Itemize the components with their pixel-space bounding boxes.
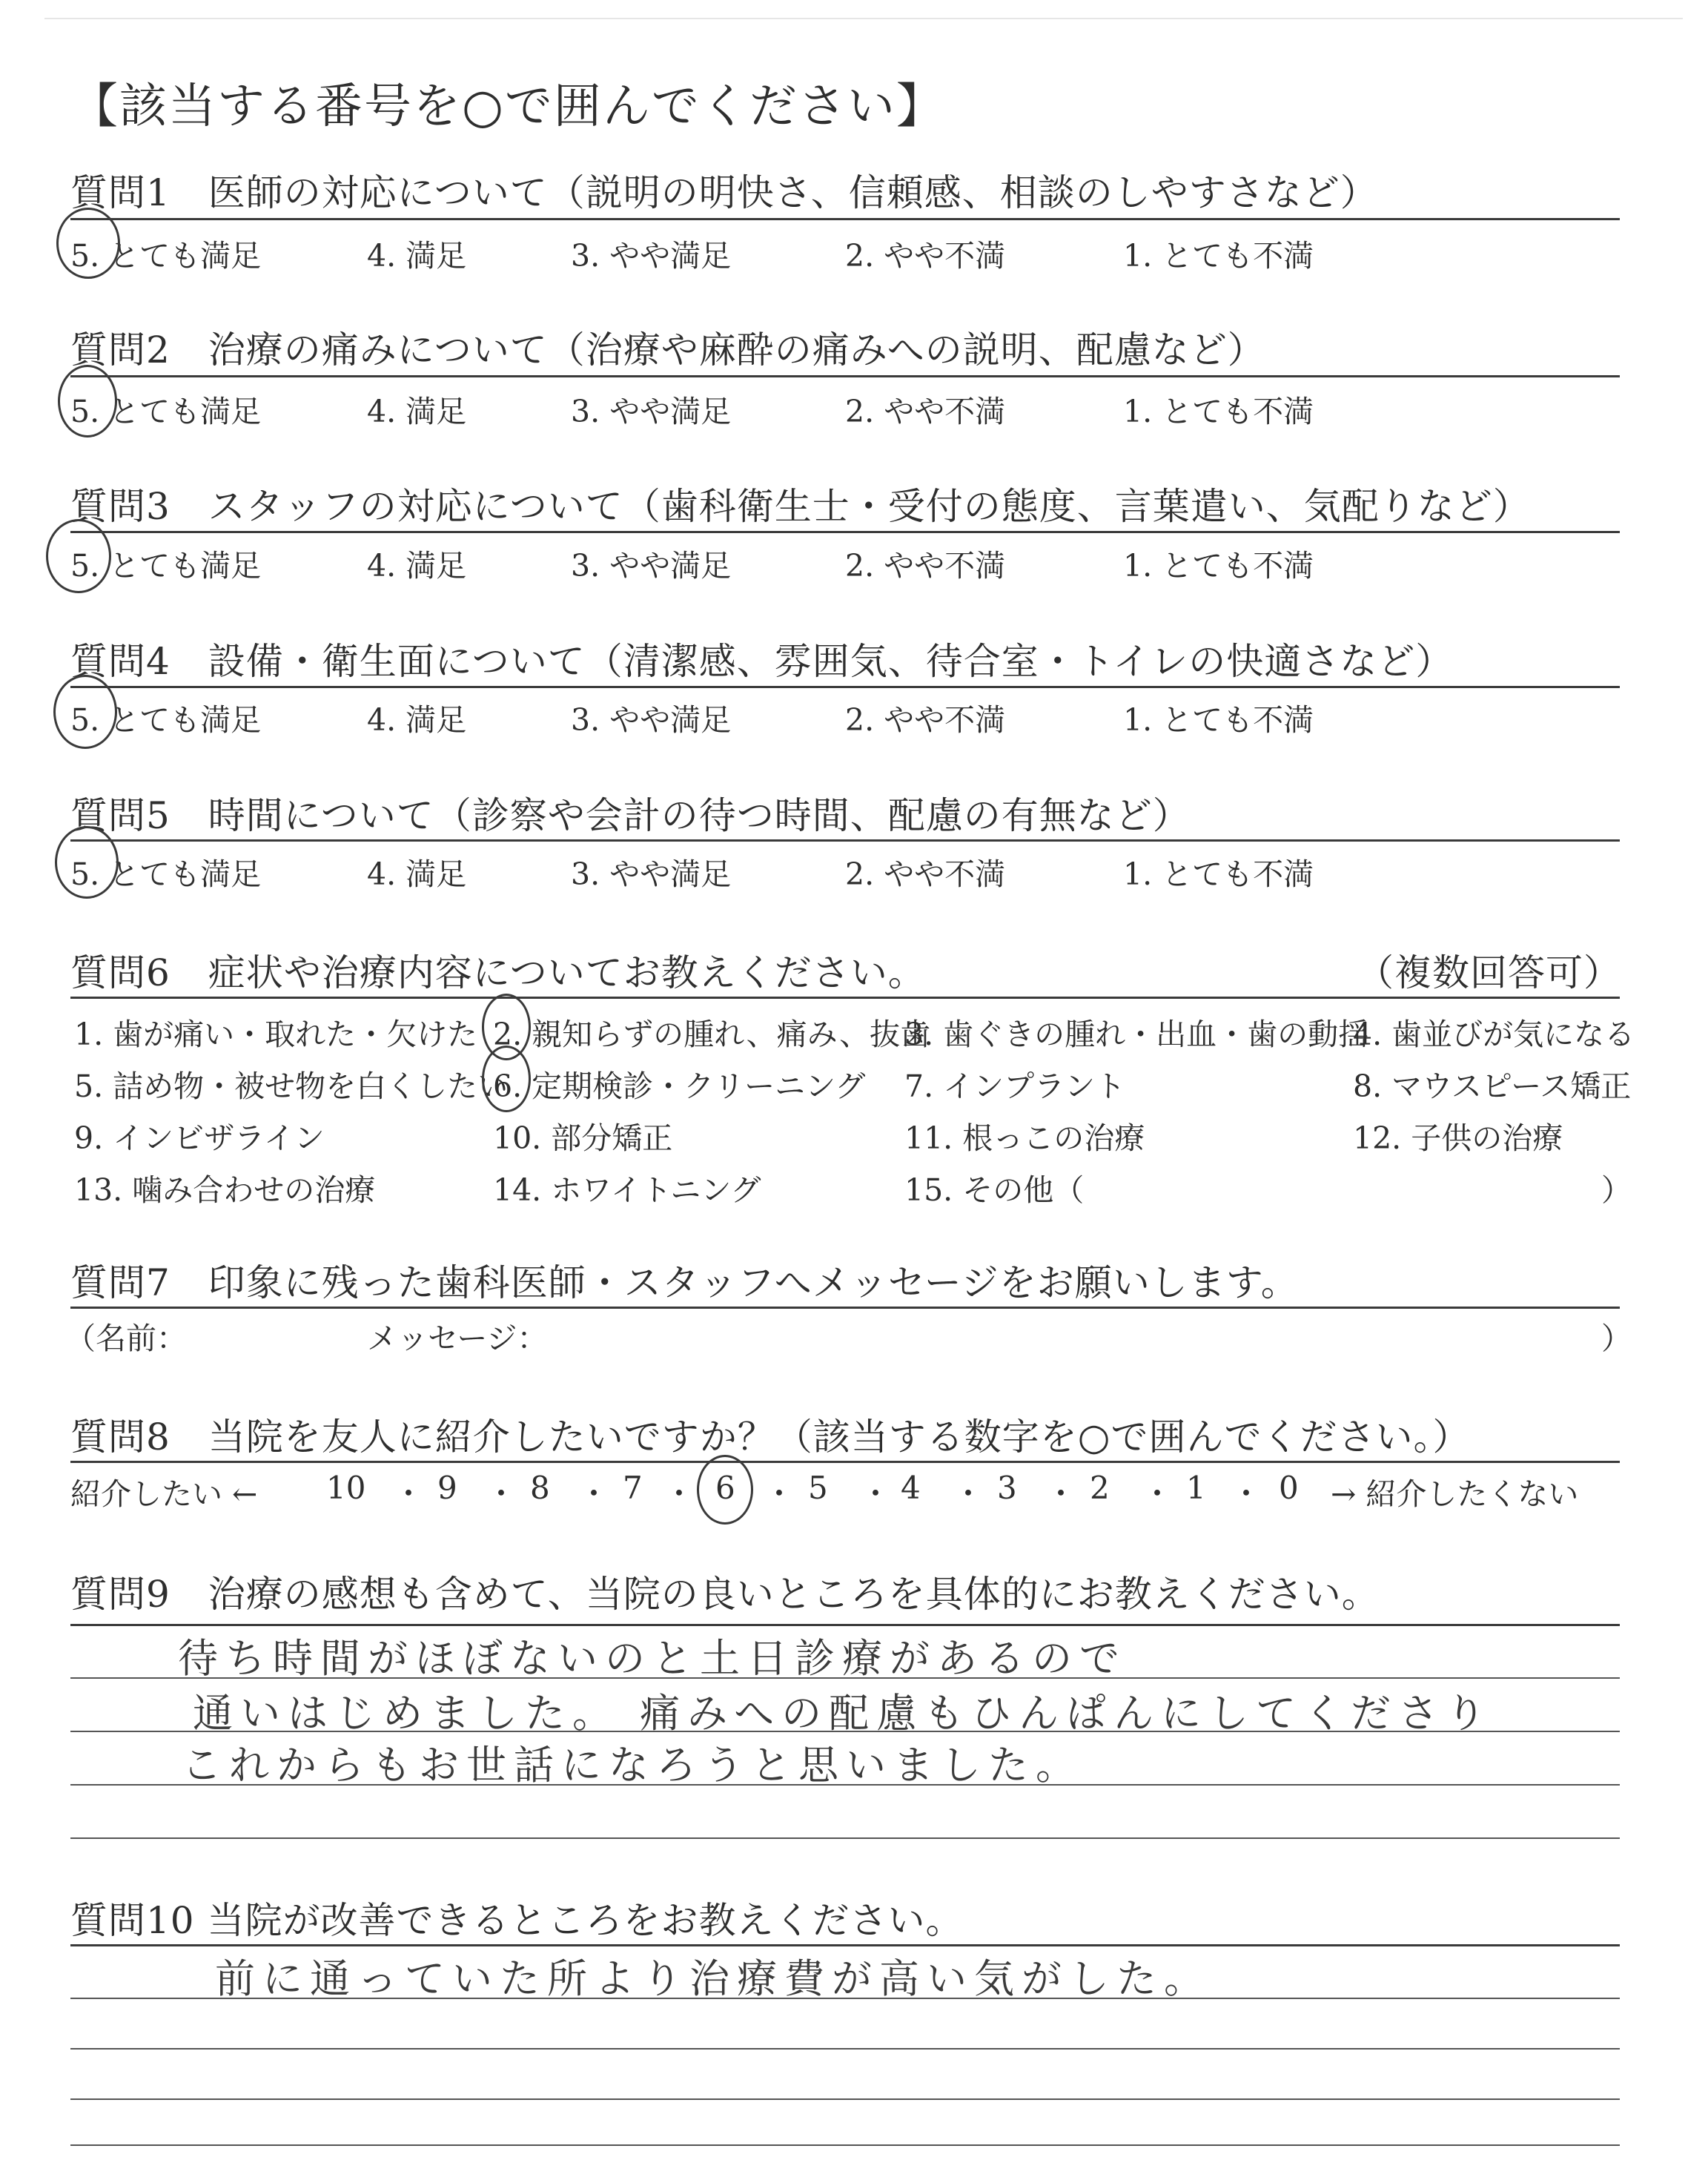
question-title: 質問5 時間について（診察や会計の待つ時間、配慮の有無など）	[70, 794, 1191, 837]
scale-sep: ・	[663, 1476, 695, 1512]
form-header: 【該当する番号を○で囲んでください】	[70, 79, 945, 134]
scan-edge	[44, 18, 1683, 19]
option-item[interactable]: 5. 詰め物・被せ物を白くしたい	[74, 1069, 509, 1104]
option-item[interactable]: 10. 部分矯正	[493, 1120, 673, 1156]
option-5[interactable]: 5. とても満足	[70, 702, 262, 738]
rule	[70, 839, 1620, 842]
scale-10[interactable]: 10	[326, 1470, 366, 1506]
rule	[70, 997, 1620, 999]
selection-circle	[53, 675, 117, 749]
scale-7[interactable]: 7	[623, 1470, 643, 1506]
selection-circle	[697, 1455, 753, 1525]
scale-sep: ・	[1142, 1476, 1174, 1512]
option-5[interactable]: 5. とても満足	[70, 394, 262, 429]
question-title: 質問6 症状や治療内容についてお教えください。	[70, 951, 926, 994]
recommend-left-label: 紹介したい ←	[70, 1476, 258, 1512]
scale-1[interactable]: 1	[1186, 1470, 1206, 1506]
scale-8[interactable]: 8	[530, 1470, 550, 1506]
scale-sep: ・	[1045, 1476, 1077, 1512]
option-item[interactable]: 4. 歯並びが気になる	[1353, 1017, 1635, 1052]
scale-9[interactable]: 9	[437, 1470, 457, 1506]
selection-circle	[58, 365, 117, 437]
rule	[70, 531, 1620, 533]
scale-3[interactable]: 3	[997, 1470, 1017, 1506]
scale-0[interactable]: 0	[1279, 1470, 1299, 1506]
rule	[70, 1461, 1620, 1463]
answer-line	[70, 2048, 1620, 2050]
option-3[interactable]: 3. やや満足	[571, 702, 732, 738]
option-item[interactable]: 1. 歯が痛い・取れた・欠けた	[74, 1017, 478, 1052]
option-3[interactable]: 3. やや満足	[571, 238, 732, 274]
option-item[interactable]: 8. マウスピース矯正	[1353, 1069, 1632, 1104]
scale-sep: ・	[393, 1476, 425, 1512]
handwritten-answer[interactable]: これからもお世話になろうと思いました。	[182, 1742, 1083, 1789]
option-item[interactable]: 3. 歯ぐきの腫れ・出血・歯の動揺	[904, 1017, 1369, 1052]
option-5[interactable]: 5. とても満足	[70, 856, 262, 892]
rule	[70, 375, 1620, 377]
question-title: 質問1 医師の対応について（説明の明快さ、信頼感、相談のしやすさなど）	[70, 171, 1378, 214]
question-title: 質問2 治療の痛みについて（治療や麻酔の痛みへの説明、配慮など）	[70, 328, 1265, 371]
scale-5[interactable]: 5	[808, 1470, 828, 1506]
name-label: （名前：	[65, 1321, 187, 1356]
question-title: 質問7 印象に残った歯科医師・スタッフへメッセージをお願いします。	[70, 1261, 1299, 1304]
question-title: 質問9 治療の感想も含めて、当院の良いところを具体的にお教えください。	[70, 1573, 1380, 1616]
scale-sep: ・	[953, 1476, 984, 1512]
option-4[interactable]: 4. 満足	[367, 238, 467, 274]
question-title: 質問4 設備・衛生面について（清潔感、雰囲気、待合室・トイレの快適さなど）	[70, 640, 1454, 683]
scale-4[interactable]: 4	[901, 1470, 921, 1506]
message-label: メッセージ：	[367, 1321, 548, 1356]
scale-sep: ・	[578, 1476, 610, 1512]
option-2[interactable]: 2. やや不満	[845, 238, 1006, 274]
option-1[interactable]: 1. とても不満	[1123, 394, 1314, 429]
rule	[70, 218, 1620, 220]
multiple-answer-note: （複数回答可）	[1357, 951, 1621, 994]
scale-sep: ・	[1231, 1476, 1262, 1512]
option-item[interactable]: 12. 子供の治療	[1353, 1120, 1563, 1156]
selection-circle	[55, 826, 119, 899]
other-close-paren: ）	[1601, 1172, 1632, 1208]
option-1[interactable]: 1. とても不満	[1123, 548, 1314, 584]
option-item[interactable]: 11. 根っこの治療	[904, 1120, 1145, 1156]
question-title: 質問10 当院が改善できるところをお教えください。	[70, 1899, 964, 1942]
option-4[interactable]: 4. 満足	[367, 856, 467, 892]
option-item[interactable]: 6. 定期検診・クリーニング	[493, 1069, 866, 1104]
option-3[interactable]: 3. やや満足	[571, 548, 732, 584]
rule	[70, 686, 1620, 688]
recommend-right-label: → 紹介したくない	[1331, 1476, 1579, 1512]
question-title: 質問8 当院を友人に紹介したいですか？（該当する数字を○で囲んでください。）	[70, 1416, 1471, 1459]
option-1[interactable]: 1. とても不満	[1123, 702, 1314, 738]
selection-circle	[46, 519, 111, 593]
option-3[interactable]: 3. やや満足	[571, 394, 732, 429]
option-4[interactable]: 4. 満足	[367, 548, 467, 584]
answer-line	[70, 1837, 1620, 1839]
option-1[interactable]: 1. とても不満	[1123, 238, 1314, 274]
rule	[70, 1307, 1620, 1309]
handwritten-answer[interactable]: 待ち時間がほぼないのと土日診療があるので	[178, 1635, 1127, 1682]
scale-sep: ・	[860, 1476, 892, 1512]
option-2[interactable]: 2. やや不満	[845, 856, 1006, 892]
handwritten-answer[interactable]: 通いはじめました。 痛みへの配慮もひんぱんにしてくださり	[193, 1690, 1494, 1737]
scale-6[interactable]: 6	[715, 1470, 735, 1506]
rule	[70, 1944, 1620, 1946]
option-item[interactable]: 7. インプラント	[904, 1069, 1126, 1104]
option-5[interactable]: 5. とても満足	[70, 238, 262, 274]
selection-circle	[482, 1046, 531, 1112]
answer-line	[70, 2144, 1620, 2146]
option-item[interactable]: 14. ホワイトニング	[493, 1172, 761, 1208]
selection-circle	[56, 208, 120, 279]
question-title: 質問3 スタッフの対応について（歯科衛生士・受付の態度、言葉遣い、気配りなど）	[70, 485, 1531, 528]
option-5[interactable]: 5. とても満足	[70, 548, 262, 584]
option-2[interactable]: 2. やや不満	[845, 548, 1006, 584]
scale-sep: ・	[764, 1476, 795, 1512]
option-2[interactable]: 2. やや不満	[845, 394, 1006, 429]
option-2[interactable]: 2. やや不満	[845, 702, 1006, 738]
rule	[70, 1624, 1620, 1626]
option-4[interactable]: 4. 満足	[367, 394, 467, 429]
close-paren: ）	[1601, 1321, 1632, 1356]
option-item[interactable]: 2. 親知らずの腫れ、痛み、抜歯	[493, 1017, 931, 1052]
option-4[interactable]: 4. 満足	[367, 702, 467, 738]
answer-line	[70, 2098, 1620, 2100]
option-item[interactable]: 13. 噛み合わせの治療	[74, 1172, 376, 1208]
scale-sep: ・	[486, 1476, 517, 1512]
option-1[interactable]: 1. とても不満	[1123, 856, 1314, 892]
option-3[interactable]: 3. やや満足	[571, 856, 732, 892]
option-item[interactable]: 15. その他（	[904, 1172, 1085, 1208]
scale-2[interactable]: 2	[1090, 1470, 1110, 1506]
handwritten-answer[interactable]: 前に通っていた所より治療費が高い気がした。	[215, 1955, 1211, 2002]
option-item[interactable]: 9. インビザライン	[74, 1120, 325, 1156]
